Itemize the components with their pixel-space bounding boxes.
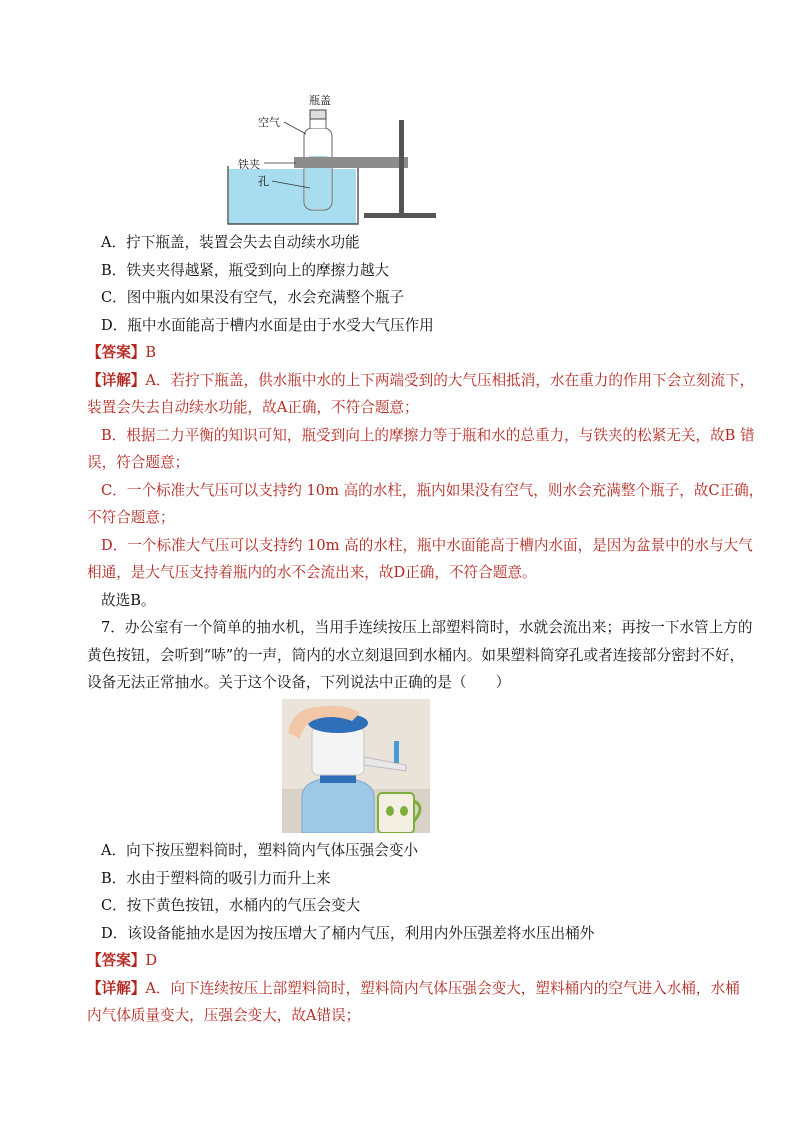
q6-detail-line-1: 【详解】A．若拧下瓶盖，供水瓶中水的上下两端受到的大气压相抵消，水在重力的作用下会立刻流下， xyxy=(87,372,755,389)
q6-detail-line-8: 相通，是大气压支持着瓶内的水不会流出来，故D正确，不符合题意。 xyxy=(87,564,537,581)
q7-stem-line-3: 设备无法正常抽水。关于这个设备，下列说法中正确的是（ ） xyxy=(87,674,511,691)
label-air: 空气 xyxy=(258,116,280,129)
q7-answer xyxy=(87,951,727,971)
q6-detail-line-7: D．一个标准大气压可以支持约 10m 高的水柱，瓶中水面能高于槽内水面，是因为盆景中的水与大气 xyxy=(101,537,753,554)
q7-stem-line-2: 黄色按钮，会听到“哧”的一声，筒内的水立刻退回到水桶内。如果塑料筒穿孔或者连接部分密封不好， xyxy=(87,647,745,664)
mug xyxy=(378,793,414,833)
answer-value: B xyxy=(145,344,157,361)
q6-detail-line-4: 误，符合题意； xyxy=(87,454,190,471)
stand-rod xyxy=(399,120,404,214)
label-cap: 瓶盖 xyxy=(309,94,331,107)
q6-option-c: C．图中瓶内如果没有空气，水会充满整个瓶子 xyxy=(101,289,405,306)
q6-detail-line-2: 装置会失去自动续水功能，故A正确，不符合题意； xyxy=(87,399,419,416)
q7-detail-line-2: 内气体质量变大，压强会变大，故A错误； xyxy=(87,1007,361,1024)
q6-option-b: B．铁夹夹得越紧，瓶受到向上的摩擦力越大 xyxy=(101,262,390,279)
q7-option-d: D．该设备能抽水是因为按压增大了桶内气压，利用内外压强差将水压出桶外 xyxy=(101,925,595,942)
basin-water xyxy=(229,169,356,224)
q7-option-b: B．水由于塑料筒的吸引力而升上来 xyxy=(101,870,331,887)
answer-label: 【答案】 xyxy=(87,344,146,361)
q7-stem-line-1: 7．办公室有一个简单的抽水机，当用手连续按压上部塑料筒时，水就会流出来；再按一下水管上方的 xyxy=(101,619,753,636)
bottle-apparatus-figure xyxy=(222,92,452,228)
label-clamp: 铁夹 xyxy=(238,158,260,171)
q6-option-d: D．瓶中水面能高于槽内水面是由于水受大气压作用 xyxy=(101,317,434,334)
pump-body xyxy=(312,727,364,775)
detail-label: 【详解】 xyxy=(87,980,146,997)
water-bucket xyxy=(302,779,374,833)
detail-label: 【详解】 xyxy=(87,372,146,389)
q6-answer xyxy=(87,343,727,363)
answer-value: D xyxy=(145,952,158,969)
stand-base xyxy=(364,213,436,218)
q6-detail-line-3: B．根据二力平衡的知识可知，瓶受到向上的摩擦力等于瓶和水的总重力，与铁夹的松紧无关，故B 错 xyxy=(101,427,755,444)
q6-option-a: A．拧下瓶盖，装置会失去自动续水功能 xyxy=(101,234,360,251)
answer-label: 【答案】 xyxy=(87,952,146,969)
q7-option-a: A．向下按压塑料筒时，塑料筒内气体压强会变小 xyxy=(101,842,419,859)
q6-detail-line-6: 不符合题意； xyxy=(87,509,175,526)
label-hole: 孔 xyxy=(258,175,269,188)
q6-conclusion: 故选B。 xyxy=(101,592,156,609)
bottle-cap xyxy=(310,110,326,119)
water-pump-photo xyxy=(282,699,430,833)
q7-option-c: C．按下黄色按钮，水桶内的气压会变大 xyxy=(101,897,361,914)
iron-clamp xyxy=(294,157,408,168)
q6-detail-line-5: C．一个标准大气压可以支持约 10m 高的水柱，瓶内如果没有空气，则水会充满整个瓶子，故C正确， xyxy=(101,482,764,499)
q7-detail-line-1: 【详解】A．向下连续按压上部塑料筒时，塑料筒内气体压强会变大，塑料桶内的空气进入水桶，水桶 xyxy=(87,980,740,997)
